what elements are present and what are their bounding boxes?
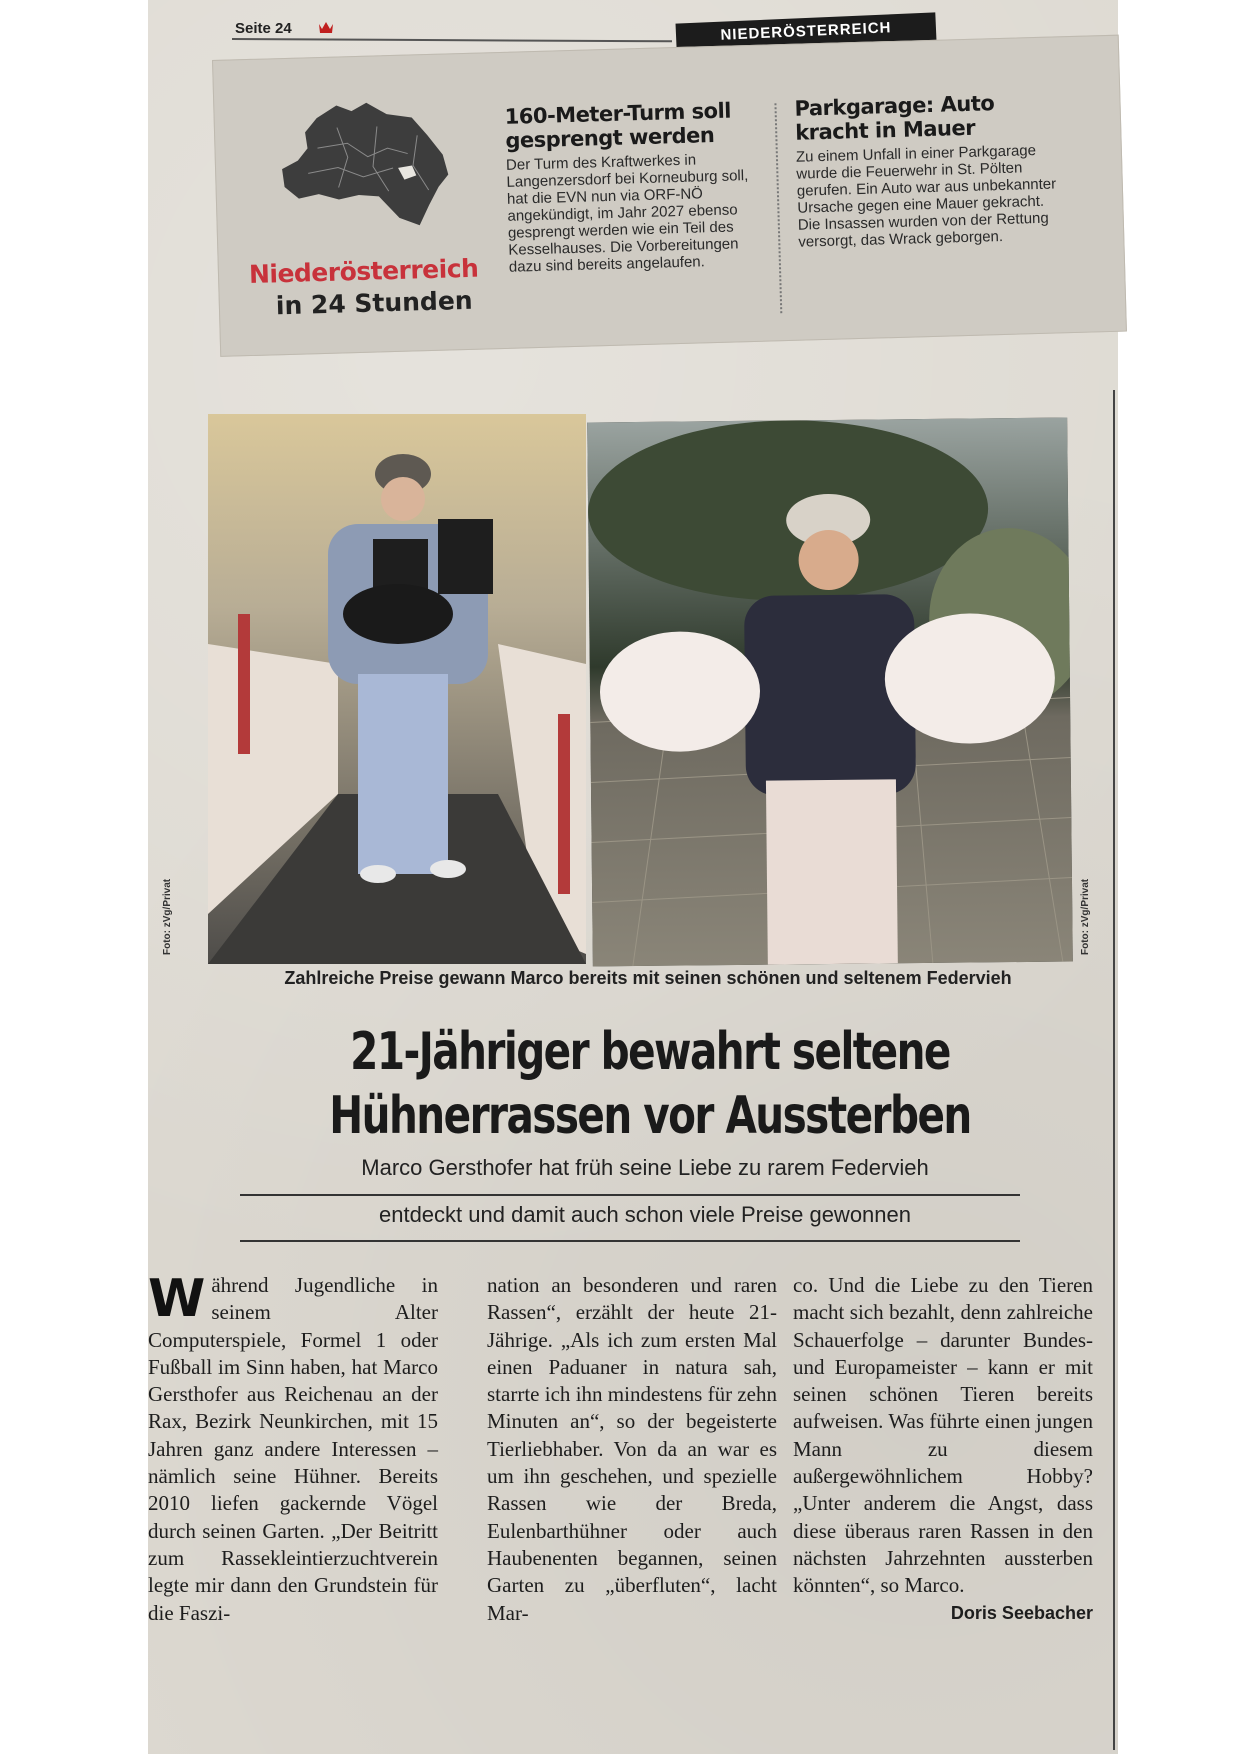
news-item [794,89,1068,250]
section-label: NIEDERÖSTERREICH [676,12,937,51]
news-item-headline: 160-Meter-Turm soll gesprengt werden [504,98,732,153]
news-item-headline: Parkgarage: Auto kracht in Mauer [794,91,995,145]
news-item-body: Der Turm des Kraftwerkes in Langenzersdorf bei Korneuburg soll, hat die EVN nun via ORF-NÖ angekündigt, im Jahr 2027 ebenso gesprengt werden wie ein Teil des Kesselhauses. Die Vorbereitungen dazu sind bereits angelaufen. [505,151,749,276]
photo-poultry-show [208,414,586,964]
column-divider [774,103,782,313]
drop-cap: W [148,1269,206,1329]
photo-group [190,400,1090,970]
page-edge-rule [1113,390,1115,1750]
photo-credit-left: Foto: zVg/Privat [162,878,173,955]
box-subtitle: in 24 Stunden [275,285,473,321]
news-in-24-hours-box [212,35,1127,357]
headline-line-2: Hühnerrassen vor Aussterben [329,1086,971,1146]
column-text: nation an besonderen und raren Rassen“, erzählt der heute 21-Jährige. „Als ich zum ersten Mal einen Paduaner in natura sah, starrte ich ihn mindestens für zehn Minuten an“, so der begeisterte Tierliebhaber. Von da an war es um ihn geschehen, und spezielle Rassen wie der Breda, Eulenbarthühner oder auch Haubenenten begannen, seinen Garten zu „überfluten“, lacht Mar- [487,1273,777,1625]
news-item [504,98,759,276]
article-subhead-line-2: entdeckt und damit auch schon viele Preise gewonnen [378,1202,911,1227]
column-text: co. Und die Liebe zu den Tieren macht sich bezahlt, denn zahlreiche Schauerfolge – darunter Bundes- und Europameister – kann er mit seinen schönen Tieren bereits aufweisen. Was führte einen jungen Mann zu diesem außergewöhnlichem Hobby? „Unter anderem die Angst, dass diese überaus raren Rassen in den nächsten Jahrzehnten aussterben könnten“, so Marco. [793,1273,1093,1598]
page-number: Seite 24 [235,20,292,37]
news-item-body: Zu einem Unfall in einer Parkgarage wurde die Feuerwehr in St. Pölten gerufen. Ein Auto war aus unbekannter Ursache gegen eine Mauer gekracht. Die Insassen wurden von der Rettung versorgt, das Wrack geborgen. [795,142,1057,251]
article-column-3 [793,1272,1093,1627]
photo-caption: Zahlreiche Preise gewann Marco bereits mit seinen schönen und seltenem Federvieh [284,968,1012,988]
photo-silkie-chickens [587,418,1073,967]
subhead-rule [240,1240,1020,1242]
crown-icon [318,20,334,34]
article-column-1 [148,1269,438,1627]
article-subhead-line-1: Marco Gersthofer hat früh seine Liebe zu rarem Federvieh [361,1155,929,1180]
box-title: Niederösterreich [248,253,479,290]
lower-austria-map-icon [276,94,465,239]
subhead-rule [240,1194,1020,1196]
article-headline [283,1020,1016,1148]
column-text: ährend Jugendliche in seinem Alter Computerspiele, Formel 1 oder Fußball im Sinn haben, hat Marco Gersthofer aus Reichenau an der Rax, Bezirk Neunkirchen, mit 15 Jahren ganz andere Interessen – nämlich seine Hühner. Bereits 2010 liefen gackernde Vögel durch seinen Garten. „Der Beitritt zum Rassekleintierzuchtverein legte mir dann den Grundstein für die Faszi- [148,1273,438,1625]
photo-credit-right: Foto: zVg/Privat [1080,878,1091,955]
author-byline: Doris Seebacher [950,1602,1093,1623]
article-column-2 [487,1272,777,1627]
headline-line-1: 21-Jähriger bewahrt seltene [350,1022,950,1082]
